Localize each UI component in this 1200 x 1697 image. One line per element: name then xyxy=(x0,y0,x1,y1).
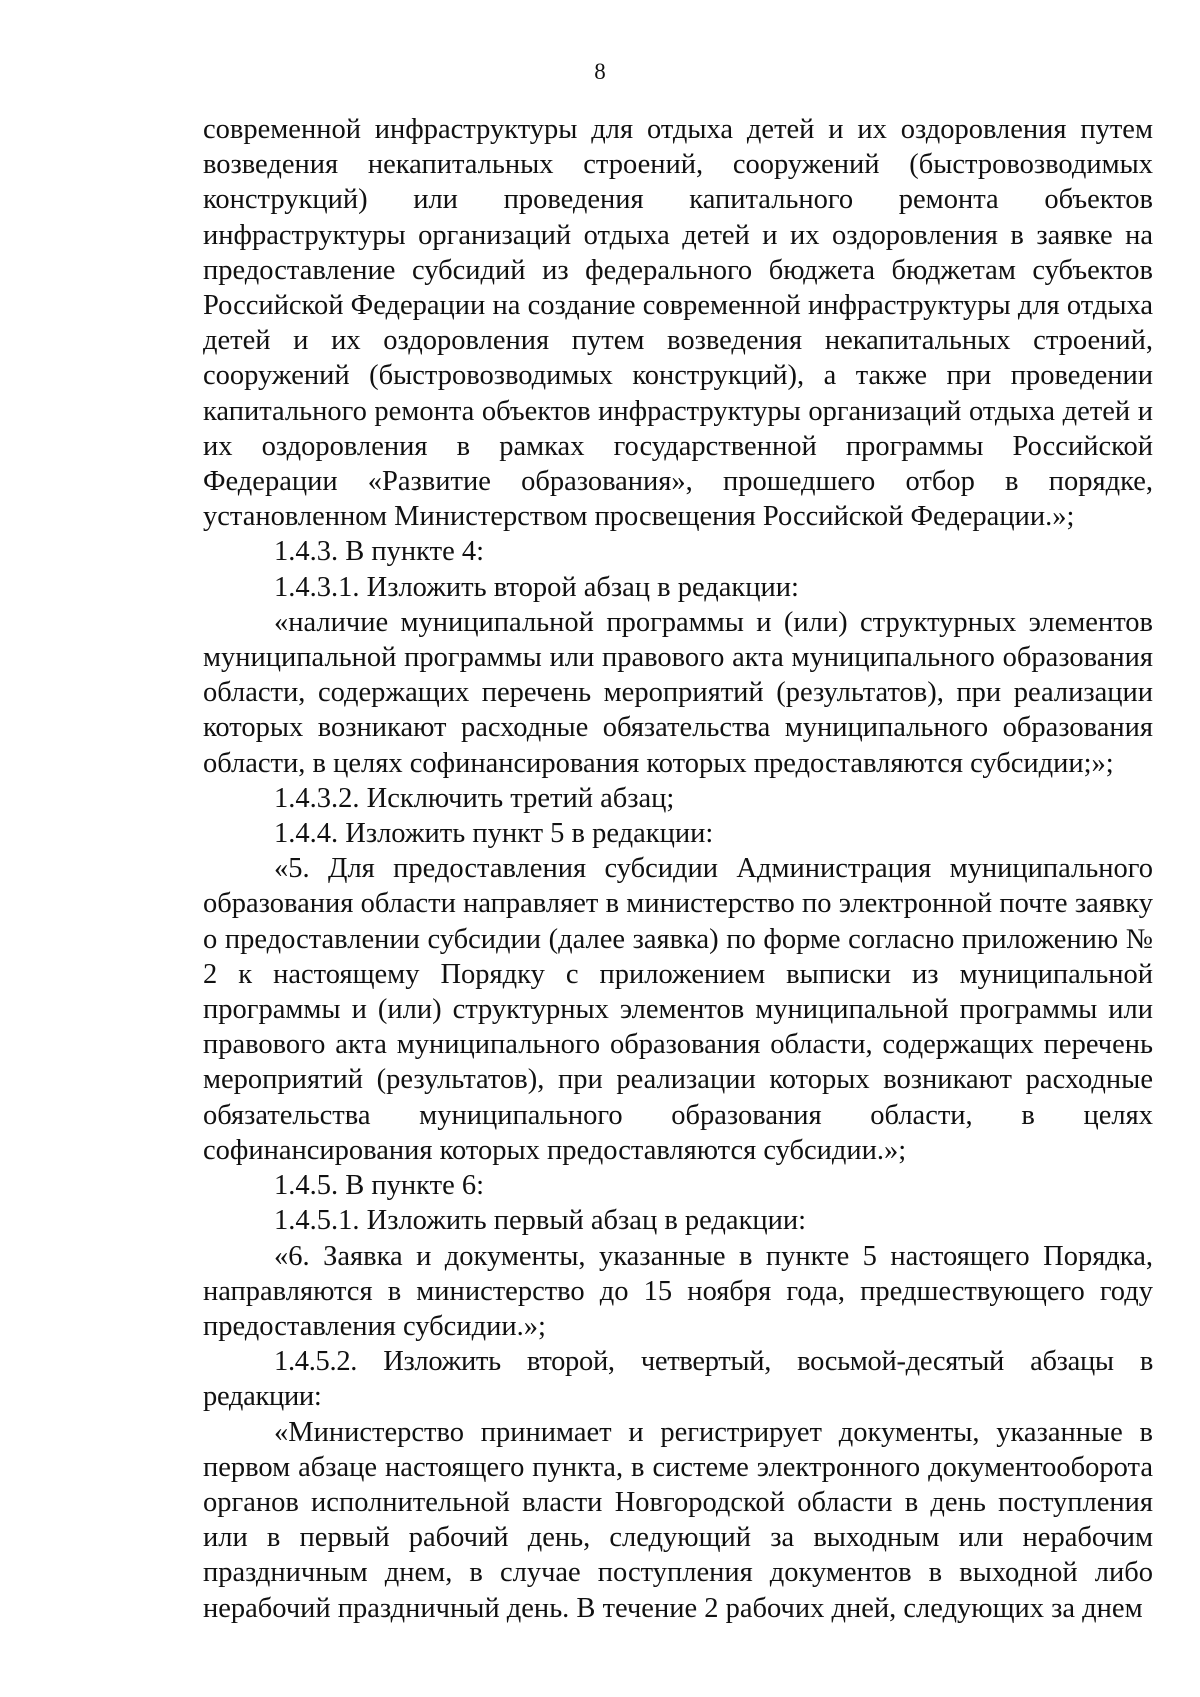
paragraph-item-1-4-5-1: 1.4.5.1. Изложить первый абзац в редакции: xyxy=(274,1205,807,1237)
paragraph-quote-point-5: «5. Для предоставления субсидии Администрация муниципального образования области направляет в министерство по электронной почте заявку о предоставлении субсидии (далее заявка) по форме согласно приложению № 2 к настоящему Порядку с приложением выписки из муниципальной программы и (или) структурных элементов муниципальной программы или правового акта муниципального образования области, содержащих перечень мероприятий (результатов), при реализации которых возникают расходные обязательства муниципального образования области, в целях софинансирования которых предоставляются субсидии.»; xyxy=(203,853,1153,1166)
paragraph-item-1-4-5: 1.4.5. В пункте 6: xyxy=(274,1170,485,1202)
paragraph-quote-ministry: «Министерство принимает и регистрирует документы, указанные в первом абзаце настоящего пункта, в системе электронного документооборота органов исполнительной власти Новгородской области в день поступления или в первый рабочий день, следующий за выходным или нерабочим праздничным днем, в случае поступления документов в выходной либо нерабочий праздничный день. В течение 2 рабочих дней, следующих за днем xyxy=(203,1416,1153,1624)
page-number: 8 xyxy=(594,59,606,84)
document-body xyxy=(203,112,1153,1626)
paragraph-continuation: современной инфраструктуры для отдыха детей и их оздоровления путем возведения некапитальных строений, сооружений (быстровозводимых конструкций) или проведения капитального ремонта объектов инфраструктуры организаций отдыха детей и их оздоровления в заявке на предоставление субсидий из федерального бюджета бюджетам субъектов Российской Федерации на создание современной инфраструктуры для отдыха детей и их оздоровления путем возведения некапитальных строений, сооружений (быстровозводимых конструкций), а также при проведении капитального ремонта объектов инфраструктуры организаций отдыха детей и их оздоровления в рамках государственной программы Российской Федерации «Развитие образования», прошедшего отбор в порядке, установленном Министерством просвещения Российской Федерации.»; xyxy=(203,114,1153,533)
paragraph-item-1-4-3-2: 1.4.3.2. Исключить третий абзац; xyxy=(274,782,675,814)
paragraph-item-1-4-3-1: 1.4.3.1. Изложить второй абзац в редакции: xyxy=(274,571,799,603)
paragraph-item-1-4-4: 1.4.4. Изложить пункт 5 в редакции: xyxy=(274,818,714,850)
paragraph-item-1-4-5-2: 1.4.5.2. Изложить второй, четвертый, восьмой-десятый абзацы в редакции: xyxy=(203,1346,1153,1413)
paragraph-quote-point-6: «6. Заявка и документы, указанные в пункте 5 настоящего Порядка, направляются в министерство до 15 ноября года, предшествующего году предоставления субсидии.»; xyxy=(203,1240,1153,1342)
paragraph-quote-municipal-program: «наличие муниципальной программы и (или) структурных элементов муниципальной программы или правового акта муниципального образования области, содержащих перечень мероприятий (результатов), при реализации которых возникают расходные обязательства муниципального образования области, в целях софинансирования которых предоставляются субсидии;»; xyxy=(203,606,1153,779)
paragraph-item-1-4-3: 1.4.3. В пункте 4: xyxy=(274,536,485,568)
